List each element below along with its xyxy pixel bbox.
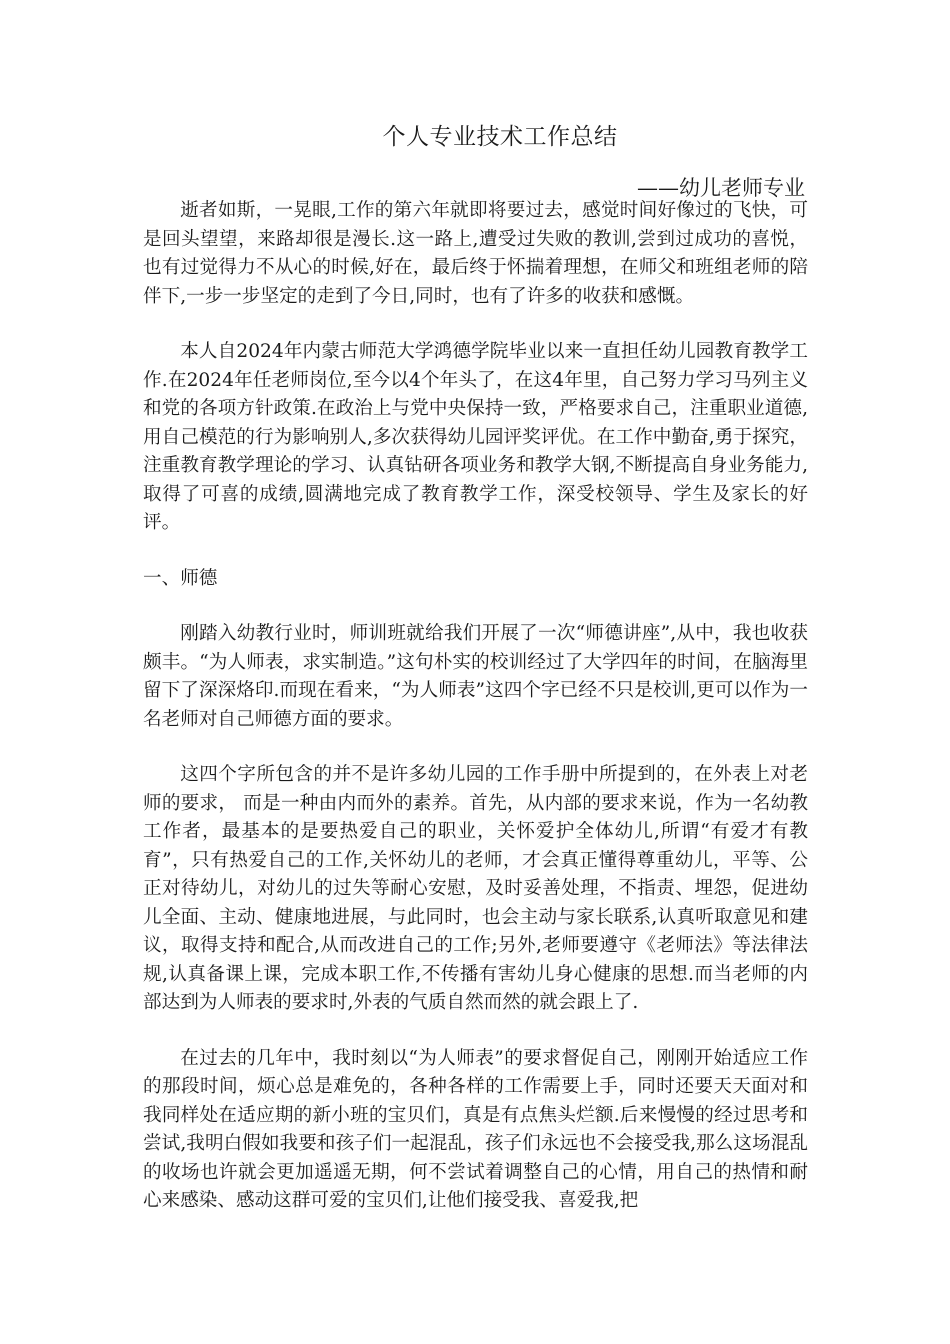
- document-body: [143, 197, 808, 1243]
- paragraph-background: 本人自2024年内蒙古师范大学鸿德学院毕业以来一直担任幼儿园教育教学工作.在2024年任老师岗位,至今以4个年头了，在这4年里，自己努力学习马列主义和党的各项方针政策.在政治上与党中央保持一致，严格要求自己，注重职业道德,用自己模范的行为影响别人,多次获得幼儿园评奖评优。在工作中勤奋,勇于探究，注重教育教学理论的学习、认真钻研各项业务和教学大钢,不断提高自身业务能力,取得了可喜的成绩,圆满地完成了教育教学工作，深受校领导、学生及家长的好评。: [143, 341, 808, 533]
- document-title: 个人专业技术工作总结: [382, 124, 618, 150]
- paragraph-intro: 逝者如斯，一晃眼,工作的第六年就即将要过去，感觉时间好像过的飞快，可是回头望望，来路却很是漫长.这一路上,遭受过失败的教训,尝到过成功的喜悦，也有过觉得力不从心的时候,好在，最后终于怀揣着理想，在师父和班组老师的陪伴下,一步一步坚定的走到了今日,同时，也有了许多的收获和感慨。: [143, 200, 808, 307]
- section-heading-ethics: 一、师德: [143, 567, 218, 589]
- paragraph-ethics-meaning: 这四个字所包含的并不是许多幼儿园的工作手册中所提到的，在外表上对老师的要求， 而是一种由内而外的素养。首先，从内部的要求来说，作为一名幼教工作者，最基本的是要热爱自己的职业，关怀爱护全体幼儿,所谓“有爱才有教育”，只有热爱自己的工作,关怀幼儿的老师，才会真正懂得尊重幼儿，平等、公正对待幼儿，对幼儿的过失等耐心安慰，及时妥善处理，不指责、埋怨，促进幼儿全面、主动、健康地进展，与此同时，也会主动与家长联系,认真听取意见和建议，取得支持和配合,从而改进自己的工作;另外,老师要遵守《老师法》等法律法规,认真备课上课，完成本职工作,不传播有害幼儿身心健康的思想.而当老师的内部达到为人师表的要求时,外表的气质自然而然的就会跟上了.: [143, 764, 808, 1013]
- paragraph-ethics-lecture: 刚踏入幼教行业时，师训班就给我们开展了一次“师德讲座”,从中，我也收获颇丰。“为人师表，求实制造。”这句朴实的校训经过了大学四年的时间，在脑海里留下了深深烙印.而现在看来，“为人师表”这四个字已经不只是校训,更可以作为一名老师对自己师德方面的要求。: [143, 623, 808, 730]
- document-subtitle: ——幼儿老师专业: [637, 176, 805, 200]
- paragraph-experience: 在过去的几年中，我时刻以“为人师表”的要求督促自己，刚刚开始适应工作的那段时间，烦心总是难免的，各种各样的工作需要上手，同时还要天天面对和我同样处在适应期的新小班的宝贝们，真是有点焦头烂额.后来慢慢的经过思考和尝试,我明白假如我要和孩子们一起混乱，孩子们永远也不会接受我,那么这场混乱的收场也许就会更加遥遥无期，何不尝试着调整自己的心情，用自己的热情和耐心来感染、感动这群可爱的宝贝们,让他们接受我、喜爱我,把: [143, 1047, 808, 1211]
